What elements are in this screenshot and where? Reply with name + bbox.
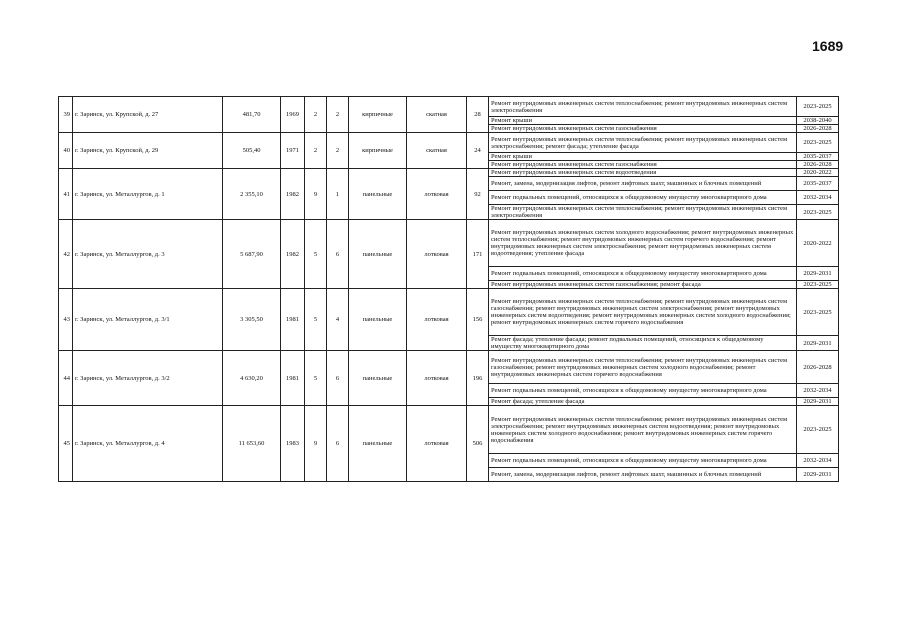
work-description-cell: Ремонт внутридомовых инженерных систем газоснабжения bbox=[489, 125, 797, 133]
work-description-cell: Ремонт подвальных помещений, относящихся к общедомовому имуществу многоквартирного дома bbox=[489, 191, 797, 205]
work-period-cell: 2032-2034 bbox=[797, 454, 839, 468]
floors-cell: 9 bbox=[305, 406, 327, 482]
work-period-cell: 2023-2025 bbox=[797, 289, 839, 336]
work-description-cell: Ремонт внутридомовых инженерных систем теплоснабжения; ремонт внутридомовых инженерных систем электроснабжения; ремонт внутридомовых инженерных систем водоотведения; ремонт внутридомовых инженерных систем холодного водоснабжения; ремонт внутридомовых инженерных систем горячего водоснабжения bbox=[489, 406, 797, 454]
table-row bbox=[59, 220, 839, 267]
work-period-cell: 2023-2025 bbox=[797, 406, 839, 454]
row-number: 45 bbox=[59, 406, 73, 482]
entrances-cell: 2 bbox=[327, 133, 349, 169]
work-period-cell: 2020-2022 bbox=[797, 220, 839, 267]
entrances-cell: 4 bbox=[327, 289, 349, 351]
area-cell: 505,40 bbox=[223, 133, 281, 169]
area-cell: 11 653,60 bbox=[223, 406, 281, 482]
year-cell: 1981 bbox=[281, 351, 305, 406]
work-description-cell: Ремонт внутридомовых инженерных систем газоснабжения; ремонт фасада bbox=[489, 281, 797, 289]
year-cell: 1982 bbox=[281, 220, 305, 289]
address-cell: г. Заринск, ул. Крупской, д. 29 bbox=[73, 133, 223, 169]
walls-material-cell: кирпичные bbox=[349, 97, 407, 133]
work-description-cell: Ремонт, замена, модернизация лифтов, ремонт лифтовых шахт, машинных и блочных помещений bbox=[489, 468, 797, 482]
work-period-cell: 2029-2031 bbox=[797, 336, 839, 351]
work-description-cell: Ремонт крыши bbox=[489, 153, 797, 161]
walls-material-cell: панельные bbox=[349, 220, 407, 289]
walls-material-cell: панельные bbox=[349, 169, 407, 220]
residents-cell: 156 bbox=[467, 289, 489, 351]
work-period-cell: 2026-2028 bbox=[797, 125, 839, 133]
residents-cell: 506 bbox=[467, 406, 489, 482]
residents-cell: 92 bbox=[467, 169, 489, 220]
work-period-cell: 2026-2028 bbox=[797, 351, 839, 384]
work-description-cell: Ремонт фасада; утепление фасада bbox=[489, 398, 797, 406]
year-cell: 1982 bbox=[281, 169, 305, 220]
row-number: 43 bbox=[59, 289, 73, 351]
entrances-cell: 6 bbox=[327, 351, 349, 406]
address-cell: г. Заринск, ул. Металлургов, д. 3/1 bbox=[73, 289, 223, 351]
walls-material-cell: панельные bbox=[349, 406, 407, 482]
work-period-cell: 2029-2031 bbox=[797, 398, 839, 406]
year-cell: 1981 bbox=[281, 289, 305, 351]
walls-material-cell: панельные bbox=[349, 351, 407, 406]
year-cell: 1983 bbox=[281, 406, 305, 482]
area-cell: 4 630,20 bbox=[223, 351, 281, 406]
floors-cell: 5 bbox=[305, 220, 327, 289]
table-row bbox=[59, 133, 839, 153]
walls-material-cell: кирпичные bbox=[349, 133, 407, 169]
floors-cell: 9 bbox=[305, 169, 327, 220]
row-number: 40 bbox=[59, 133, 73, 169]
address-cell: г. Заринск, ул. Металлургов, д. 4 bbox=[73, 406, 223, 482]
entrances-cell: 6 bbox=[327, 220, 349, 289]
work-description-cell: Ремонт внутридомовых инженерных систем теплоснабжения; ремонт внутридомовых инженерных систем электроснабжения; ремонт фасада; утепление фасада bbox=[489, 133, 797, 153]
work-period-cell: 2032-2034 bbox=[797, 191, 839, 205]
floors-cell: 2 bbox=[305, 97, 327, 133]
work-description-cell: Ремонт подвальных помещений, относящихся к общедомовому имуществу многоквартирного дома bbox=[489, 454, 797, 468]
entrances-cell: 6 bbox=[327, 406, 349, 482]
work-description-cell: Ремонт внутридомовых инженерных систем газоснабжения bbox=[489, 161, 797, 169]
address-cell: г. Заринск, ул. Металлургов, д. 1 bbox=[73, 169, 223, 220]
floors-cell: 2 bbox=[305, 133, 327, 169]
roof-type-cell: лотковая bbox=[407, 289, 467, 351]
area-cell: 3 305,50 bbox=[223, 289, 281, 351]
work-description-cell: Ремонт внутридомовых инженерных систем водоотведения bbox=[489, 169, 797, 177]
work-description-cell: Ремонт внутридомовых инженерных систем теплоснабжения; ремонт внутридомовых инженерных систем электроснабжения bbox=[489, 97, 797, 117]
address-cell: г. Заринск, ул. Металлургов, д. 3 bbox=[73, 220, 223, 289]
work-description-cell: Ремонт, замена, модернизация лифтов, ремонт лифтовых шахт, машинных и блочных помещений bbox=[489, 177, 797, 191]
residents-cell: 28 bbox=[467, 97, 489, 133]
year-cell: 1971 bbox=[281, 133, 305, 169]
roof-type-cell: скатная bbox=[407, 97, 467, 133]
work-period-cell: 2029-2031 bbox=[797, 267, 839, 281]
entrances-cell: 1 bbox=[327, 169, 349, 220]
residents-cell: 196 bbox=[467, 351, 489, 406]
work-period-cell: 2023-2025 bbox=[797, 133, 839, 153]
year-cell: 1969 bbox=[281, 97, 305, 133]
row-number: 44 bbox=[59, 351, 73, 406]
area-cell: 5 687,90 bbox=[223, 220, 281, 289]
address-cell: г. Заринск, ул. Металлургов, д. 3/2 bbox=[73, 351, 223, 406]
table-row bbox=[59, 169, 839, 177]
work-description-cell: Ремонт внутридомовых инженерных систем теплоснабжения; ремонт внутридомовых инженерных систем газоснабжения; ремонт внутридомовых инженерных систем электроснабжения; ремонт внутридомовых инженерных систем водоотведения; ремонт внутридомовых инженерных систем холодного водоснабжения; ремонт внутридомовых инженерных систем горячего водоснабжения bbox=[489, 289, 797, 336]
residents-cell: 171 bbox=[467, 220, 489, 289]
work-period-cell: 2023-2025 bbox=[797, 97, 839, 117]
roof-type-cell: лотковая bbox=[407, 351, 467, 406]
work-description-cell: Ремонт внутридомовых инженерных систем холодного водоснабжения; ремонт внутридомовых инженерных систем теплоснабжения; ремонт внутридомовых инженерных систем горячего водоснабжения; ремонт внутридомовых инженерных систем электроснабжения; ремонт внутридомовых инженерных систем водоотведения; утепление фасада bbox=[489, 220, 797, 267]
residents-cell: 24 bbox=[467, 133, 489, 169]
table-row bbox=[59, 406, 839, 454]
work-description-cell: Ремонт подвальных помещений, относящихся к общедомовому имуществу многоквартирного дома bbox=[489, 384, 797, 398]
work-period-cell: 2023-2025 bbox=[797, 205, 839, 220]
work-description-cell: Ремонт подвальных помещений, относящихся к общедомовому имуществу многоквартирного дома bbox=[489, 267, 797, 281]
table-row bbox=[59, 289, 839, 336]
entrances-cell: 2 bbox=[327, 97, 349, 133]
work-description-cell: Ремонт внутридомовых инженерных систем теплоснабжения; ремонт внутридомовых инженерных систем электроснабжения bbox=[489, 205, 797, 220]
work-description-cell: Ремонт крыши bbox=[489, 117, 797, 125]
address-cell: г. Заринск, ул. Крупской, д. 27 bbox=[73, 97, 223, 133]
walls-material-cell: панельные bbox=[349, 289, 407, 351]
table-row bbox=[59, 97, 839, 117]
work-period-cell: 2032-2034 bbox=[797, 384, 839, 398]
page-number: 1689 bbox=[812, 38, 844, 54]
work-period-cell: 2035-2037 bbox=[797, 177, 839, 191]
area-cell: 481,70 bbox=[223, 97, 281, 133]
work-period-cell: 2029-2031 bbox=[797, 468, 839, 482]
roof-type-cell: скатная bbox=[407, 133, 467, 169]
row-number: 39 bbox=[59, 97, 73, 133]
floors-cell: 5 bbox=[305, 351, 327, 406]
row-number: 42 bbox=[59, 220, 73, 289]
row-number: 41 bbox=[59, 169, 73, 220]
work-description-cell: Ремонт внутридомовых инженерных систем теплоснабжения; ремонт внутридомовых инженерных систем газоснабжения; ремонт внутридомовых инженерных систем холодного водоснабжения; ремонт внутридомовых инженерных систем горячего водоснабжения bbox=[489, 351, 797, 384]
roof-type-cell: лотковая bbox=[407, 406, 467, 482]
work-period-cell: 2026-2028 bbox=[797, 161, 839, 169]
table-row bbox=[59, 351, 839, 384]
work-period-cell: 2035-2037 bbox=[797, 153, 839, 161]
work-period-cell: 2020-2022 bbox=[797, 169, 839, 177]
roof-type-cell: лотковая bbox=[407, 169, 467, 220]
roof-type-cell: лотковая bbox=[407, 220, 467, 289]
work-description-cell: Ремонт фасада; утепление фасада; ремонт подвальных помещений, относящихся к общедомовому имуществу многоквартирного дома bbox=[489, 336, 797, 351]
area-cell: 2 355,10 bbox=[223, 169, 281, 220]
work-period-cell: 2023-2025 bbox=[797, 281, 839, 289]
housing-registry-table bbox=[58, 96, 839, 482]
work-period-cell: 2038-2040 bbox=[797, 117, 839, 125]
floors-cell: 5 bbox=[305, 289, 327, 351]
